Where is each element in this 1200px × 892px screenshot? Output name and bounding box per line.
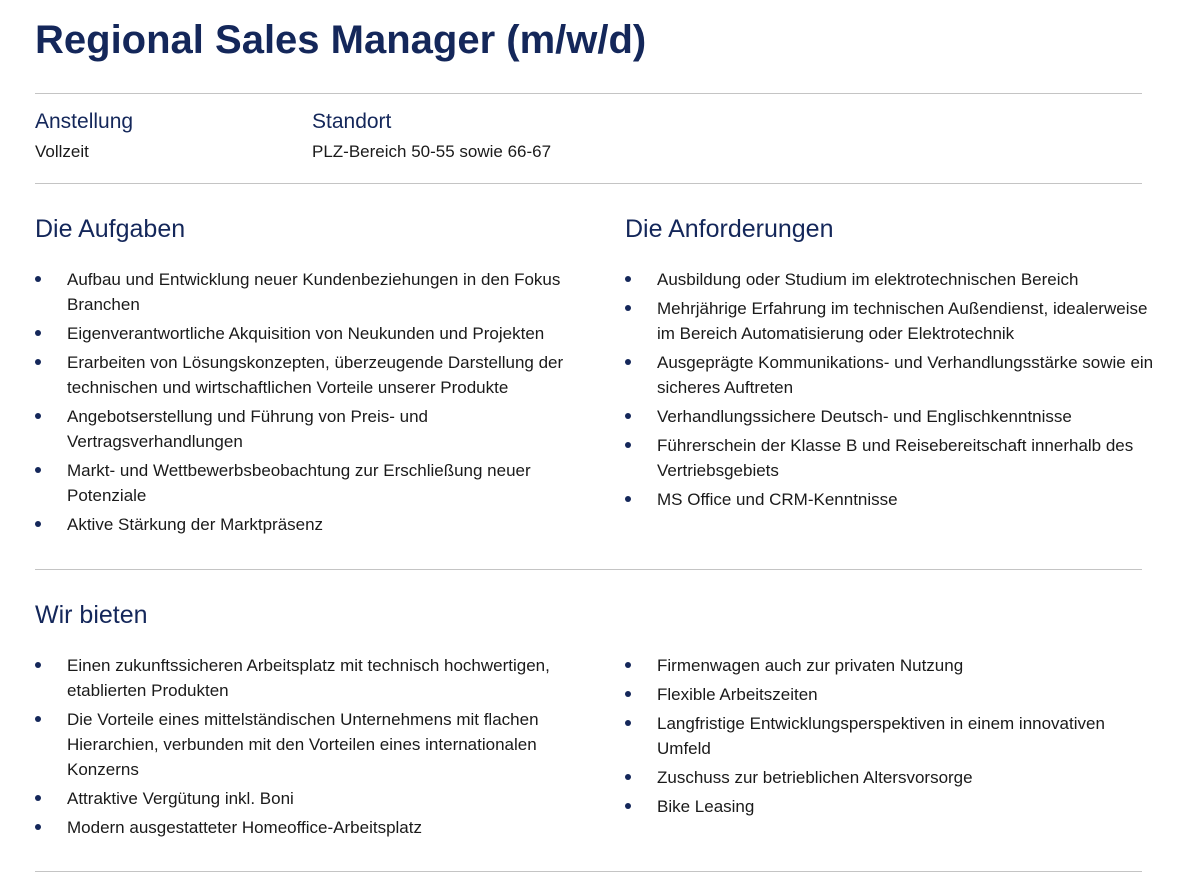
offer-heading: Wir bieten: [35, 601, 148, 629]
list-item: [625, 267, 1155, 292]
list-item-text: Verhandlungssichere Deutsch- und Englischkenntnisse: [657, 407, 1072, 426]
list-item: [625, 404, 1155, 429]
list-item: [35, 458, 575, 508]
bullet-icon: [625, 413, 631, 419]
bullet-icon: [625, 442, 631, 448]
list-item-text: Angebotserstellung und Führung von Preis- und Vertragsverhandlungen: [67, 407, 429, 451]
bullet-icon: [35, 359, 41, 365]
employment-label: Anstellung: [35, 110, 134, 133]
tasks-heading: Die Aufgaben: [35, 215, 186, 243]
requirements-list: [625, 267, 1155, 516]
list-item: [35, 653, 575, 703]
list-item-text: Mehrjährige Erfahrung im technischen Außendienst, idealerweise im Bereich Automatisierung oder Elektrotechnik: [657, 299, 1148, 343]
list-item-text: Langfristige Entwicklungsperspektiven in einem innovativen Umfeld: [657, 714, 1105, 758]
divider: [35, 93, 1142, 94]
employment-value: Vollzeit: [35, 142, 89, 161]
list-item: [35, 512, 575, 537]
list-item-text: MS Office und CRM-Kenntnisse: [657, 490, 898, 509]
bullet-icon: [35, 276, 41, 282]
page-title: Regional Sales Manager (m/w/d): [35, 18, 647, 62]
bullet-icon: [625, 359, 631, 365]
employment-info: [35, 109, 133, 163]
bullet-icon: [35, 521, 41, 527]
list-item: [625, 765, 1155, 790]
list-item: [35, 404, 575, 454]
list-item: [35, 321, 575, 346]
list-item-text: Attraktive Vergütung inkl. Boni: [67, 789, 294, 808]
bullet-icon: [625, 720, 631, 726]
bullet-icon: [35, 467, 41, 473]
requirements-heading: Die Anforderungen: [625, 215, 834, 243]
list-item-text: Zuschuss zur betrieblichen Altersvorsorge: [657, 768, 973, 787]
bullet-icon: [625, 774, 631, 780]
location-label: Standort: [312, 110, 392, 133]
divider: [35, 569, 1142, 570]
location-value: PLZ-Bereich 50-55 sowie 66-67: [312, 142, 552, 161]
list-item-text: Aufbau und Entwicklung neuer Kundenbeziehungen in den Fokus Branchen: [67, 270, 561, 314]
list-item: [35, 786, 575, 811]
list-item-text: Bike Leasing: [657, 797, 755, 816]
divider: [35, 871, 1142, 872]
list-item: [625, 653, 1155, 678]
list-item: [35, 267, 575, 317]
list-item: [35, 350, 575, 400]
bullet-icon: [35, 716, 41, 722]
list-item: [625, 794, 1155, 819]
list-item-text: Eigenverantwortliche Akquisition von Neukunden und Projekten: [67, 324, 545, 343]
offer-list-left: [35, 653, 575, 844]
list-item-text: Einen zukunftssicheren Arbeitsplatz mit technisch hochwertigen, etablierten Produkten: [67, 656, 550, 700]
bullet-icon: [35, 330, 41, 336]
list-item: [625, 487, 1155, 512]
list-item: [35, 707, 575, 782]
list-item-text: Modern ausgestatteter Homeoffice-Arbeitsplatz: [67, 818, 422, 837]
bullet-icon: [625, 276, 631, 282]
list-item: [625, 433, 1155, 483]
list-item-text: Ausbildung oder Studium im elektrotechnischen Bereich: [657, 270, 1079, 289]
list-item-text: Ausgeprägte Kommunikations- und Verhandlungsstärke sowie ein sicheres Auftreten: [657, 353, 1154, 397]
bullet-icon: [35, 413, 41, 419]
list-item: [35, 815, 575, 840]
list-item: [625, 682, 1155, 707]
bullet-icon: [625, 691, 631, 697]
list-item-text: Führerschein der Klasse B und Reisebereitschaft innerhalb des Vertriebsgebiets: [657, 436, 1134, 480]
list-item: [625, 711, 1155, 761]
bullet-icon: [625, 662, 631, 668]
list-item-text: Firmenwagen auch zur privaten Nutzung: [657, 656, 964, 675]
bullet-icon: [35, 795, 41, 801]
list-item-text: Flexible Arbeitszeiten: [657, 685, 818, 704]
list-item-text: Erarbeiten von Lösungskonzepten, überzeugende Darstellung der technischen und wirtschaftlichen Vorteile unserer Produkte: [67, 353, 564, 397]
bullet-icon: [625, 305, 631, 311]
list-item: [625, 350, 1155, 400]
location-info: [312, 109, 551, 163]
bullet-icon: [35, 824, 41, 830]
list-item-text: Die Vorteile eines mittelständischen Unternehmens mit flachen Hierarchien, verbunden mit den Vorteilen eines internationalen Konzerns: [67, 710, 539, 779]
tasks-list: [35, 267, 575, 541]
bullet-icon: [625, 803, 631, 809]
divider: [35, 183, 1142, 184]
bullet-icon: [35, 662, 41, 668]
list-item-text: Aktive Stärkung der Marktpräsenz: [67, 515, 324, 534]
bullet-icon: [625, 496, 631, 502]
list-item-text: Markt- und Wettbewerbsbeobachtung zur Erschließung neuer Potenziale: [67, 461, 531, 505]
list-item: [625, 296, 1155, 346]
offer-list-right: [625, 653, 1155, 823]
